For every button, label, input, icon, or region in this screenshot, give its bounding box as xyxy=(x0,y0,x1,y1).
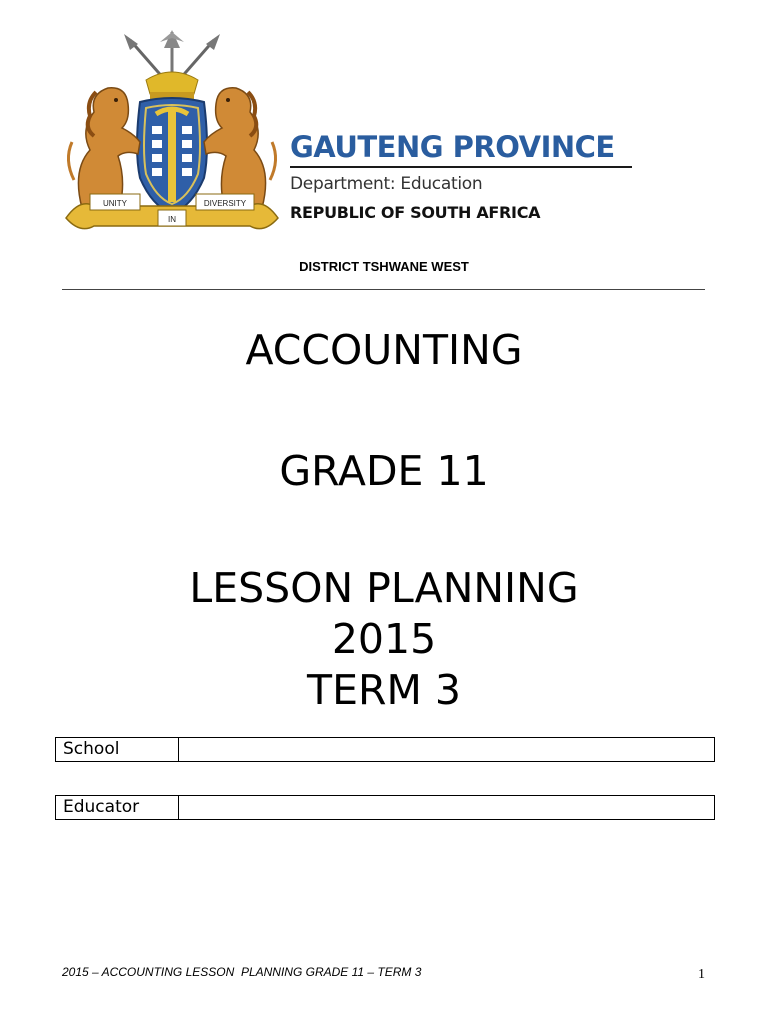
footer-text: 2015 – ACCOUNTING LESSON PLANNING GRADE 11 – TERM 3 xyxy=(62,965,422,979)
educator-label: Educator xyxy=(56,796,179,819)
motto-word-unity: UNITY xyxy=(103,199,127,208)
school-label: School xyxy=(56,738,179,761)
org-block xyxy=(290,130,635,223)
org-country: REPUBLIC OF SOUTH AFRICA xyxy=(290,203,541,222)
page-number: 1 xyxy=(698,967,705,982)
motto-word-diversity: DIVERSITY xyxy=(203,199,247,208)
motto-word-in: IN xyxy=(168,215,176,224)
coat-of-arms-icon xyxy=(60,30,284,238)
document-type-title: LESSON PLANNING xyxy=(189,564,579,612)
org-divider xyxy=(290,166,632,168)
grade-title: GRADE 11 xyxy=(279,447,489,495)
educator-field[interactable] xyxy=(179,796,714,819)
educator-field-row xyxy=(55,795,715,820)
header-logo xyxy=(60,30,652,238)
year-title: 2015 xyxy=(331,615,437,663)
org-department: Department: Education xyxy=(290,174,483,194)
header-divider xyxy=(62,289,705,290)
school-field-row xyxy=(55,737,715,762)
subject-title: ACCOUNTING xyxy=(245,326,523,374)
org-title: GAUTENG PROVINCE xyxy=(290,130,615,164)
term-title: TERM 3 xyxy=(307,666,461,714)
district-label: DISTRICT TSHWANE WEST xyxy=(299,259,469,274)
school-field[interactable] xyxy=(179,738,714,761)
